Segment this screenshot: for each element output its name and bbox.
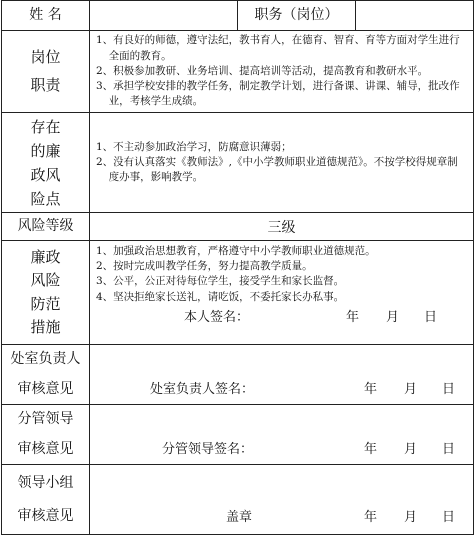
prevention-signature-row xyxy=(96,305,467,333)
prevention-content xyxy=(90,241,474,345)
position-label: 职务（岗位） xyxy=(238,1,356,31)
day-label: 日 xyxy=(442,442,456,457)
risk-points-label-line: 存在 xyxy=(30,117,61,136)
name-value[interactable] xyxy=(90,1,238,31)
prevention-label-line: 防范 xyxy=(30,294,61,313)
position-value[interactable] xyxy=(356,1,474,31)
risk-points-label-line: 的廉 xyxy=(30,141,61,160)
month-label: 月 xyxy=(386,309,400,325)
duty-item: 2、积极参加教研、业务培训、提高培训等活动，提高教育和教研水平。 xyxy=(96,64,429,77)
header-row xyxy=(2,1,474,31)
leader-review-label-line: 审核意见 xyxy=(17,440,74,457)
leader-review-row xyxy=(2,405,474,465)
duties-label-line: 职责 xyxy=(30,75,61,94)
prevention-label-line: 措施 xyxy=(30,317,61,336)
dept-signature-label: 处室负责人签名： xyxy=(150,382,255,397)
risk-level-row xyxy=(2,213,474,241)
dept-review-label-line: 处室负责人 xyxy=(10,351,81,368)
risk-points-label xyxy=(2,113,90,213)
day-label: 日 xyxy=(442,510,456,525)
day-label: 日 xyxy=(442,382,456,397)
risk-point-item: 1、不主动参加政治学习，防腐意识薄弱； xyxy=(96,140,292,153)
duties-row xyxy=(2,31,474,113)
group-review-content[interactable] xyxy=(90,465,474,535)
duty-item: 3、承担学校安排的教学任务，制定教学计划，进行备课、讲课、辅导，批改作业，考核学生成绩。 xyxy=(96,80,460,108)
group-review-label-line: 领导小组 xyxy=(17,475,74,492)
dept-review-content[interactable] xyxy=(90,345,474,405)
risk-points-label-line: 险点 xyxy=(30,189,61,208)
risk-level-value: 三级 xyxy=(90,213,474,241)
leader-signature-label: 分管领导签名： xyxy=(162,442,254,457)
duties-label xyxy=(2,31,90,113)
month-label: 月 xyxy=(404,382,418,397)
prevention-row xyxy=(2,241,474,345)
duty-item: 1、有良好的师德，遵守法纪，教书育人，在德育、智育、育等方面对学生进行全面的教育。 xyxy=(96,34,460,62)
risk-point-item: 2、没有认真落实《教师法》,《中小学教师职业道德规范》。不按学校得规章制度办事，影响教学。 xyxy=(96,155,458,184)
prevention-item: 3、公平，公正对待每位学生，接受学生和家长监督。 xyxy=(96,275,345,288)
dept-signature-row xyxy=(90,374,473,404)
prevention-item: 4、坚决拒绝家长送礼，请吃饭，不委托家长办私事。 xyxy=(96,290,345,303)
seal-label: 盖章 xyxy=(226,510,253,525)
group-review-label xyxy=(2,465,90,535)
dept-review-row xyxy=(2,345,474,405)
month-label: 月 xyxy=(404,510,418,525)
year-label: 年 xyxy=(364,442,378,457)
risk-points-content xyxy=(90,113,474,213)
year-label: 年 xyxy=(346,309,360,325)
day-label: 日 xyxy=(424,309,438,325)
prevention-label-line: 风险 xyxy=(30,271,61,290)
risk-level-label: 风险等级 xyxy=(2,213,90,241)
personal-signature-label: 本人签名： xyxy=(184,309,250,325)
leader-signature-row xyxy=(90,434,473,464)
prevention-item: 1、加强政治思想教育，严格遵守中小学教师职业道德规范。 xyxy=(96,245,376,257)
prevention-item: 2、按时完成叫教学任务，努力提高教学质量。 xyxy=(96,260,313,273)
prevention-label xyxy=(2,241,90,345)
year-label: 年 xyxy=(364,510,378,525)
dept-review-label-line: 审核意见 xyxy=(17,380,74,397)
leader-review-content[interactable] xyxy=(90,405,474,465)
group-review-row xyxy=(2,465,474,535)
leader-review-label-line: 分管领导 xyxy=(17,411,74,428)
risk-points-label-line: 政风 xyxy=(30,165,61,184)
month-label: 月 xyxy=(404,442,418,457)
year-label: 年 xyxy=(364,382,378,397)
risk-points-row xyxy=(2,113,474,213)
dept-review-label xyxy=(2,345,90,405)
risk-form-table xyxy=(1,0,474,535)
group-signature-row xyxy=(90,502,473,534)
duties-content xyxy=(90,31,474,113)
leader-review-label xyxy=(2,405,90,465)
duties-label-line: 岗位 xyxy=(30,47,61,66)
group-review-label-line: 审核意见 xyxy=(17,507,74,524)
prevention-label-line: 廉政 xyxy=(30,248,61,266)
name-label: 姓 名 xyxy=(2,1,90,31)
